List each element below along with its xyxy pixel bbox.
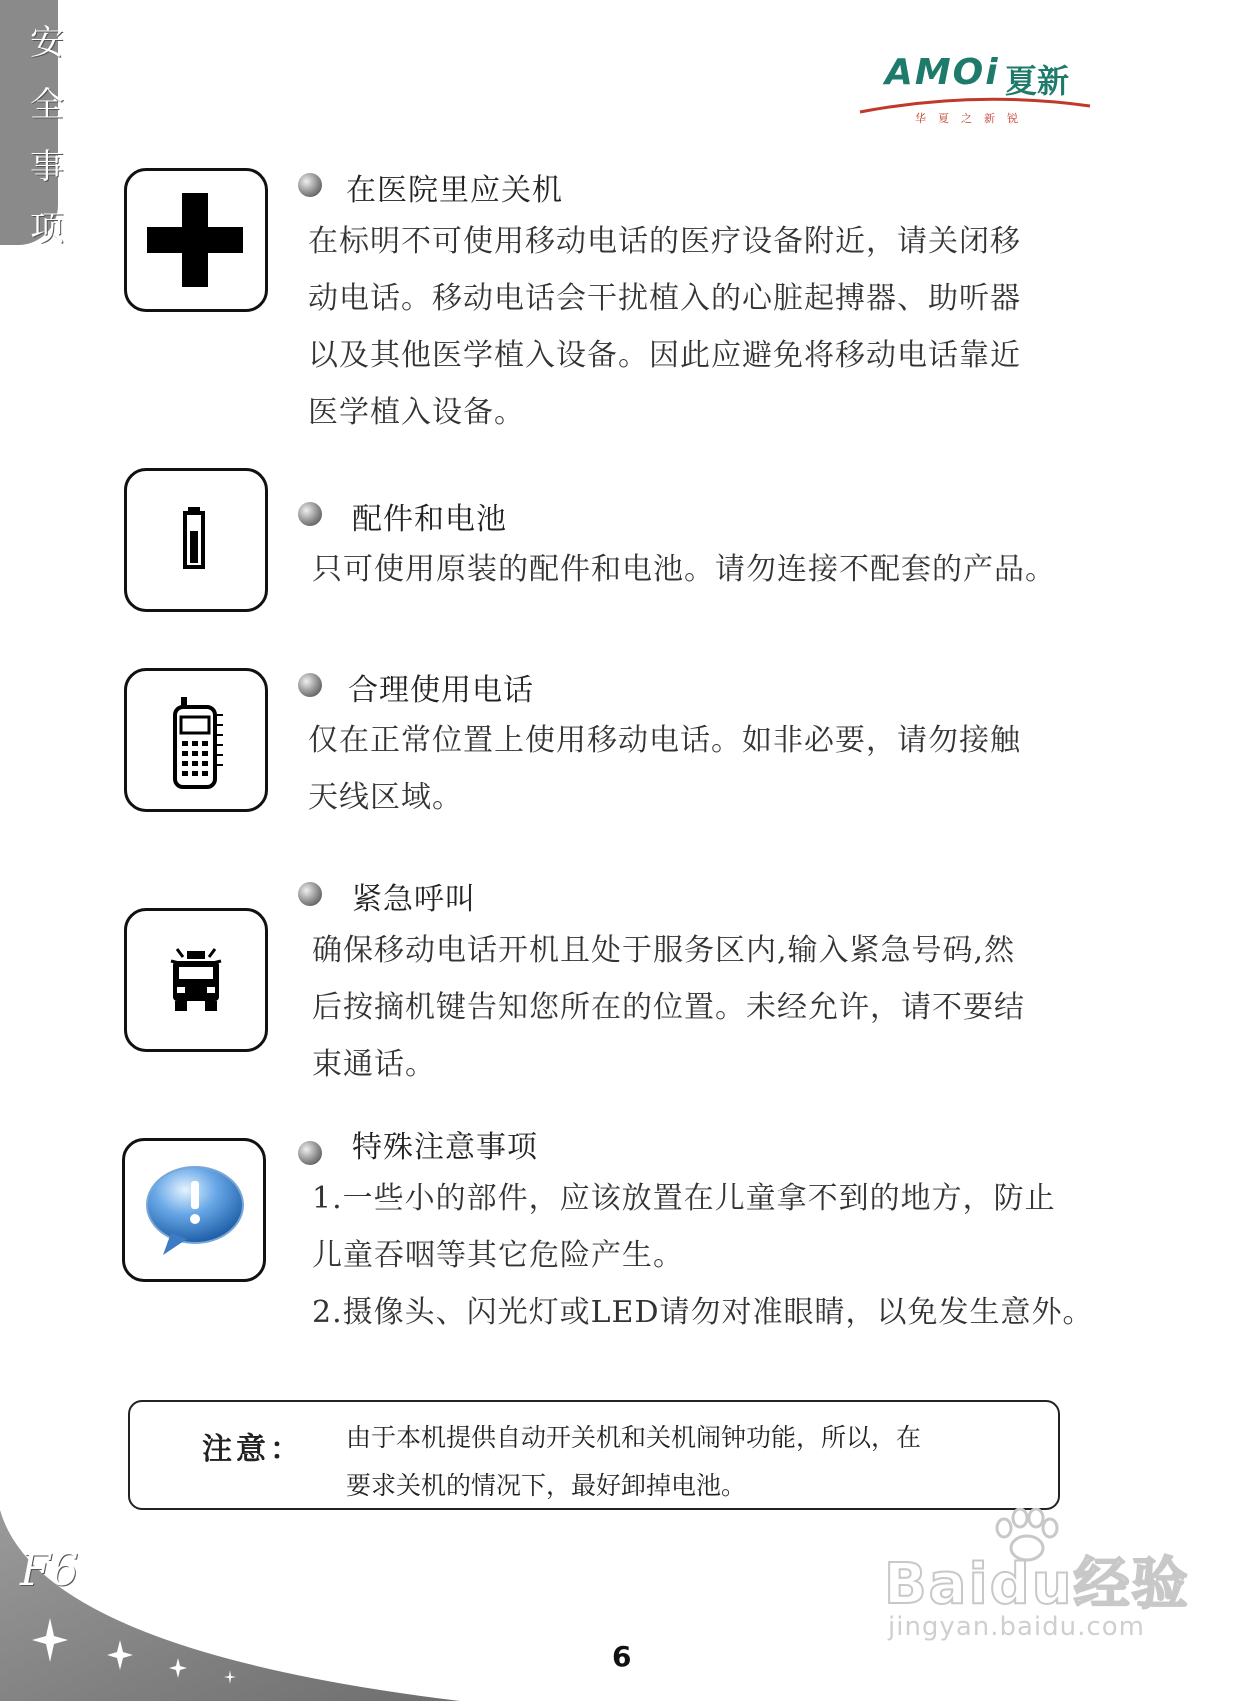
- bullet-icon: [298, 1141, 322, 1165]
- text-line: 1.一些小的部件，应该放置在儿童拿不到的地方，防止: [312, 1181, 1056, 1216]
- page-number: 6: [612, 1640, 632, 1673]
- battery-icon: [127, 471, 265, 609]
- brand-name-cn: 夏新: [1005, 62, 1070, 100]
- icon-box-alert: [122, 1138, 266, 1282]
- section-body: [312, 922, 1102, 1093]
- icon-box-hospital: [124, 168, 268, 312]
- bullet-icon: [298, 173, 322, 197]
- text-line: 天线区域。: [308, 780, 463, 815]
- icon-box-emergency: [124, 908, 268, 1052]
- section-heading: 配件和电池: [352, 502, 507, 537]
- icon-box-phone: [124, 668, 268, 812]
- text-line: 在标明不可使用移动电话的医疗设备附近，请关闭移: [308, 224, 1021, 259]
- brand-name: AMOi: [885, 52, 1000, 93]
- text-line: 确保移动电话开机且处于服务区内,输入紧急号码,然: [312, 933, 1016, 968]
- section-body: [312, 1170, 1112, 1341]
- mobile-phone-icon: [127, 671, 265, 809]
- watermark-sub: jingyan.baidu.com: [888, 1612, 1145, 1642]
- section-heading: 在医院里应关机: [346, 173, 563, 208]
- watermark-main: Baidu经验: [884, 1552, 1190, 1617]
- icon-box-battery: [124, 468, 268, 612]
- note-label: 注意：: [202, 1432, 304, 1467]
- side-tab-char: 事: [30, 147, 64, 187]
- text-line: 动电话。移动电话会干扰植入的心脏起搏器、助听器: [308, 281, 1021, 316]
- bullet-icon: [298, 673, 322, 697]
- side-tab-char: 项: [30, 209, 64, 249]
- text-line: 由于本机提供自动开关机和关机闹钟功能，所以，在: [346, 1423, 922, 1452]
- text-line: 只可使用原装的配件和电池。请勿连接不配套的产品。: [312, 552, 1056, 587]
- brand-slogan: 华夏之新锐: [915, 112, 1030, 125]
- text-line: 仅在正常位置上使用移动电话。如非必要，请勿接触: [308, 723, 1021, 758]
- side-tab-label: [30, 12, 78, 260]
- side-tab: [0, 0, 64, 249]
- section-heading: 合理使用电话: [348, 673, 534, 708]
- text-line: 2.摄像头、闪光灯或LED请勿对准眼睛，以免发生意外。: [312, 1295, 1094, 1330]
- model-name: F6: [20, 1545, 79, 1596]
- text-line: 束通话。: [312, 1047, 436, 1082]
- section-heading: 紧急呼叫: [352, 882, 476, 917]
- section-body: [308, 712, 1098, 826]
- medical-cross-icon: [127, 171, 265, 309]
- section-body: [312, 541, 1102, 598]
- side-tab-char: 全: [30, 85, 64, 125]
- emergency-vehicle-icon: [127, 911, 265, 1049]
- text-line: 以及其他医学植入设备。因此应避免将移动电话靠近: [308, 338, 1021, 373]
- side-tab-char: 安: [30, 23, 64, 63]
- bullet-icon: [298, 502, 322, 526]
- bullet-icon: [298, 882, 322, 906]
- text-line: 后按摘机键告知您所在的位置。未经允许，请不要结: [312, 990, 1025, 1025]
- alert-bubble-icon: [125, 1141, 263, 1279]
- section-body: [308, 213, 1098, 441]
- section-heading: 特殊注意事项: [352, 1130, 538, 1165]
- brand-logo: [855, 52, 1095, 132]
- text-line: 儿童吞咽等其它危险产生。: [312, 1238, 684, 1273]
- text-line: 要求关机的情况下，最好卸掉电池。: [346, 1471, 747, 1500]
- text-line: 医学植入设备。: [308, 395, 525, 430]
